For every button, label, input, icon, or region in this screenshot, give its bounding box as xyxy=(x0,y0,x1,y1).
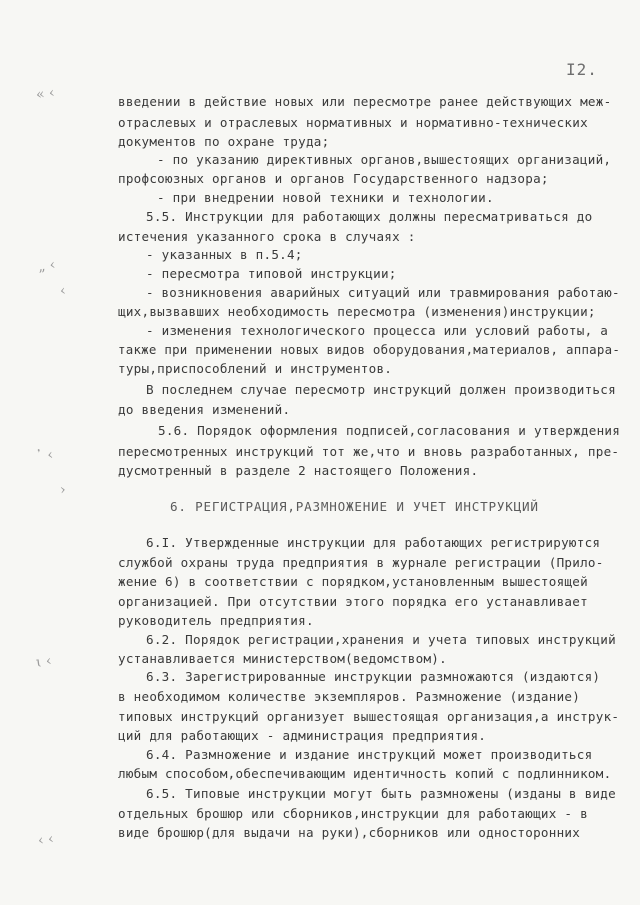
section-line: руководитель предприятия. xyxy=(118,613,314,628)
body-line: профсоюзных органов и органов Государственного надзора; xyxy=(118,171,549,186)
section-line: любым способом,обеспечивающим идентичность копий с подлинником. xyxy=(118,766,612,781)
body-line: В последнем случае пересмотр инструкций должен производиться xyxy=(146,382,616,397)
margin-mark: ɩ ‹ xyxy=(34,652,53,672)
section-line: 6.I. Утвержденные инструкции для работающих регистрируются xyxy=(146,535,601,550)
body-line: - указанных в п.5.4; xyxy=(146,247,303,262)
section-line: отдельных брошюр или сборников,инструкции для работающих - в xyxy=(118,806,588,821)
section-line: организацией. При отсутствии этого порядка его устанавливает xyxy=(118,594,588,609)
body-line: также при применении новых видов оборудования,материалов, аппара- xyxy=(118,342,621,357)
body-line: - возникновения аварийных ситуаций или травмирования работаю- xyxy=(146,285,620,300)
margin-mark: ᾿ ‹ xyxy=(34,446,55,466)
section-line: виде брошюр(для выдачи на руки),сборников или односторонних xyxy=(118,825,581,840)
margin-mark: ‹ xyxy=(58,282,67,300)
body-line: дусмотренный в разделе 2 настоящего Положения. xyxy=(118,463,479,478)
section-line: ций для работающих - администрация предприятия. xyxy=(118,728,487,743)
body-line: 5.5. Инструкции для работающих должны пересматриваться до xyxy=(146,209,593,224)
margin-mark: « ‹ xyxy=(34,84,56,104)
section-line: жение 6) в соответствии с порядком,установленным вышестоящей xyxy=(118,574,588,589)
section-line: 6.5. Типовые инструкции могут быть размножены (изданы в виде xyxy=(146,786,616,801)
body-line: пересмотренных инструкций тот же,что и вновь разработанных, пре- xyxy=(118,444,620,459)
body-line: истечения указанного срока в случаях : xyxy=(118,229,416,244)
section-line: службой охраны труда предприятия в журнале регистрации (Прило- xyxy=(118,555,604,570)
body-line: документов по охране труда; xyxy=(118,134,330,149)
section-line: в необходимом количестве экземпляров. Размножение (издание) xyxy=(118,689,581,704)
section-line: 6.4. Размножение и издание инструкций может производиться xyxy=(146,747,593,762)
body-line: - пересмотра типовой инструкции; xyxy=(146,266,397,281)
margin-mark: ‹ ‹ xyxy=(36,830,55,850)
body-line: 5.6. Порядок оформления подписей,согласования и утверждения xyxy=(158,423,621,438)
body-line: отраслевых и отраслевых нормативных и нормативно-технических xyxy=(118,115,588,130)
page-number: I2. xyxy=(566,60,598,79)
body-line: - изменения технологического процесса или условий работы, а xyxy=(146,323,609,338)
section-line: 6.2. Порядок регистрации,хранения и учета типовых инструкций xyxy=(146,632,616,647)
body-line: щих,вызвавших необходимость пересмотра (изменения)инструкции; xyxy=(118,304,596,319)
margin-mark: › xyxy=(58,481,67,499)
section-line: 6.3. Зарегистрированные инструкции размножаются (издаются) xyxy=(146,669,601,684)
section-line: устанавливается министерством(ведомством). xyxy=(118,651,447,666)
section-line: типовых инструкций организует вышестоящая организация,а инструк- xyxy=(118,709,620,724)
body-line: введении в действие новых или пересмотре ранее действующих меж- xyxy=(118,94,612,109)
section-heading: 6. РЕГИСТРАЦИЯ,РАЗМНОЖЕНИЕ И УЧЕТ ИНСТРУКЦИЙ xyxy=(170,499,539,514)
body-line: туры,приспособлений и инструментов. xyxy=(118,361,393,376)
body-line: - по указанию директивных органов,вышестоящих организаций, xyxy=(157,152,612,167)
body-line: до введения изменений. xyxy=(118,402,291,417)
margin-mark: „ ‹ xyxy=(36,256,57,276)
body-line: - при внедрении новой техники и технологии. xyxy=(157,190,494,205)
